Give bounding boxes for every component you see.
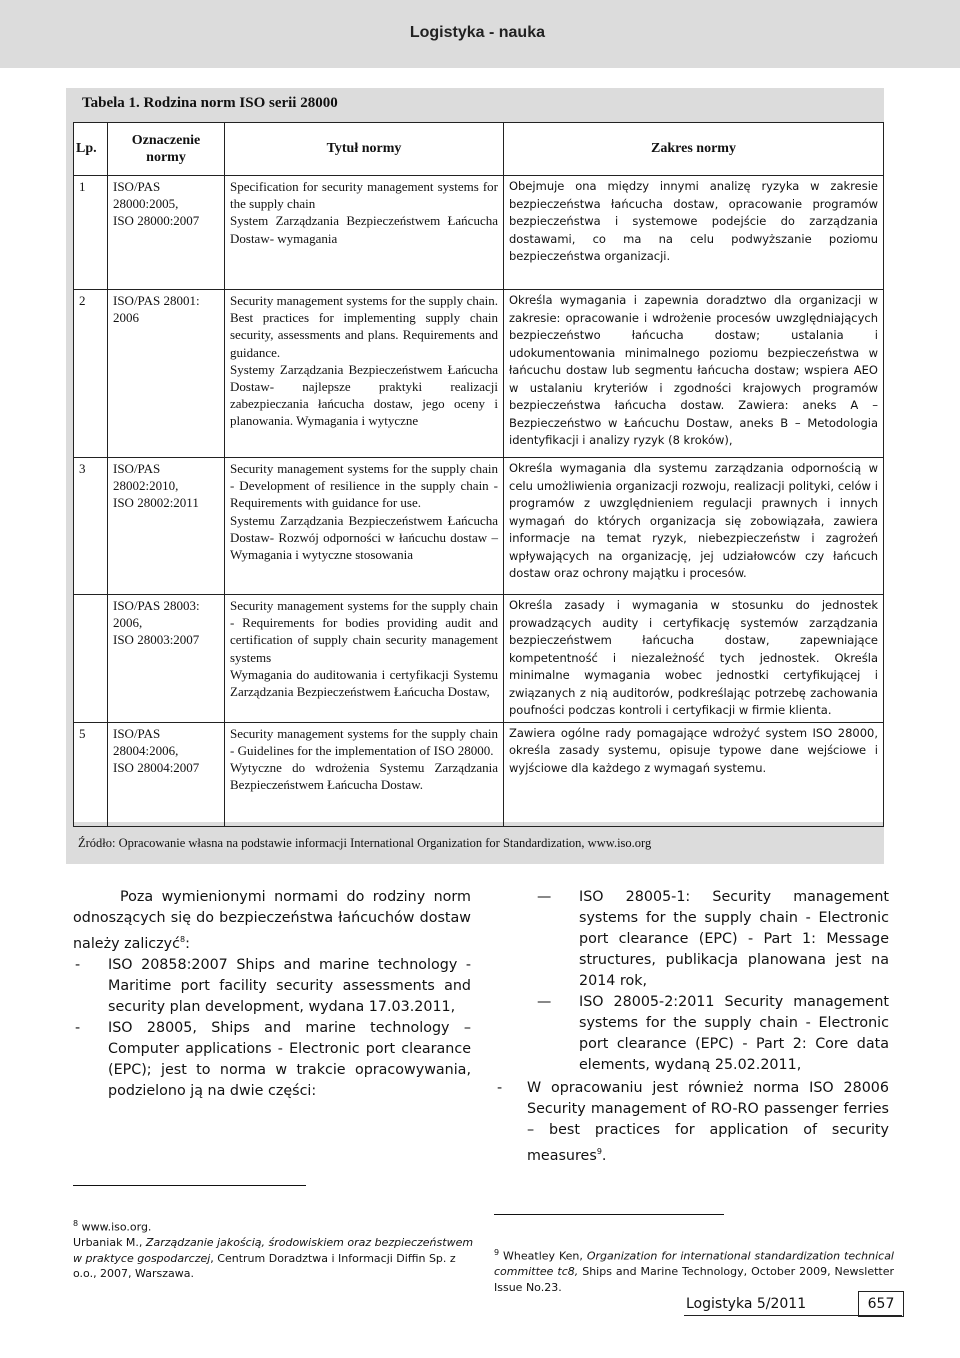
list-marker: — <box>537 994 552 1010</box>
title-pl: Systemu Zarządzania Bezpieczeństwem Łańcucha Dostaw- Rozwój odporności w łańcuchu dostaw – Wymagania i wytyczne stosowania <box>230 512 498 563</box>
intro-paragraph <box>73 887 471 955</box>
footnote-ref: 9 <box>596 1147 602 1156</box>
title-pl: System Zarządzania Bezpieczeństwem Łańcucha Dostaw- wymagania <box>230 213 498 246</box>
title-en: Security management systems for the supply chain - Guidelines for the implementation of ISO 28000. <box>230 725 498 758</box>
footnote-title: Zarządzanie jakością, środowiskiem oraz bezpieczeństwem w praktyce gospodarczej <box>73 1236 474 1265</box>
table-row <box>74 722 884 826</box>
list-item-end: . <box>601 1147 607 1164</box>
title-en: Specification for security management systems for the supply chain <box>230 179 498 212</box>
row-lp: 2 <box>74 290 108 458</box>
designation-line: ISO 28002:2011 <box>113 495 199 511</box>
designation-line: ISO/PAS 28000:2005, <box>113 179 179 212</box>
sub-list-item <box>487 887 889 992</box>
row-designation <box>108 176 225 290</box>
table-header-row <box>74 123 884 176</box>
footnote-number: 9 <box>494 1248 500 1257</box>
table-source: Źródło: Opracowanie własna na podstawie informacji International Organization for Standardization, www.iso.org <box>78 836 652 850</box>
row-lp <box>74 595 108 723</box>
header-scope: Zakres normy <box>504 123 884 176</box>
row-title <box>225 458 504 595</box>
footnote-line <box>73 1235 475 1282</box>
row-title <box>225 290 504 458</box>
list-marker: — <box>537 889 552 905</box>
norms-table <box>73 122 884 822</box>
footnote-number: 8 <box>73 1219 79 1228</box>
footnote-9 <box>494 1245 894 1295</box>
row-lp: 3 <box>74 458 108 595</box>
right-column <box>487 887 889 1167</box>
row-title <box>225 176 504 290</box>
footer-journal-issue: Logistyka 5/2011 <box>686 1296 807 1312</box>
row-scope: Określa zasady i wymagania w stosunku do jednostek prowadzących audity i certyfikację systemów zarządzania bezpieczeństwem łańcucha dostaw, zapewniające kompetentność i niezależność tych jednostek. Określa minimalne wymagania wobec jednostki certyfikującej i związanych z nią auditorów, podkreślając potrzebę zachowania poufności podczas kontroli i certyfikacji w firmie klienta. <box>504 595 884 723</box>
designation-line: ISO/PAS 28002:2010, <box>113 461 179 494</box>
row-scope: Określa wymagania dla systemu zarządzania odpornością w celu umożliwienia organizacji rozwoju, realizacji polityki, celów i programów z uwzględnieniem regulacji prawnych i innych wymagań do których organizacja się zobowiązała, zawiera informacje na temat ryzyk, niebezpieczeństw i zagrożeń wpływających na organizację, jej udziałowców czy łańcuch dostaw oraz ochrony majątku i procesów. <box>504 458 884 595</box>
list-item-text: ISO 28005, Ships and marine technology – Computer applications - Electronic port clearance (EPC); jest to norma w trakcie opracowywania, podzielono ją na dwie części: <box>108 1019 471 1099</box>
footnote-8 <box>73 1216 475 1282</box>
designation-line: ISO/PAS 28001: 2006 <box>113 293 200 326</box>
intro-end: : <box>185 935 190 952</box>
row-lp: 5 <box>74 722 108 826</box>
table-row <box>74 176 884 290</box>
footnote-title: Organization for international standardization technical committee tc8, <box>494 1249 894 1279</box>
row-lp: 1 <box>74 176 108 290</box>
list-marker: - <box>497 1080 503 1096</box>
footnote-author: Wheatley Ken, <box>503 1249 587 1263</box>
list-item <box>487 1078 889 1167</box>
table-row <box>74 595 884 723</box>
row-scope: Zawiera ogólne rady pomagające wdrożyć system ISO 28000, określa zasady systemu, opisuje typowe dane wejściowe i wyjściowe dla każdego z wymagań systemu. <box>504 722 884 826</box>
footnote-text: www.iso.org. <box>81 1220 152 1234</box>
title-pl: Systemy Zarządzania Bezpieczeństwem Łańcucha Dostaw- najlepsze praktyki realizacji zabezpieczania łańcucha dostaw, jego oceny i planowania. Wymagania i wytyczne <box>230 361 498 429</box>
footnote-ref: 8 <box>180 935 186 944</box>
row-designation <box>108 722 225 826</box>
page-number: 657 <box>858 1291 904 1317</box>
footnote-rule <box>73 1185 306 1186</box>
footer-rule <box>684 1315 902 1316</box>
intro-text: Poza wymienionymi normami do rodziny norm odnoszących się do bezpieczeństwa łańcuchów dostaw należy zaliczyć <box>73 889 471 952</box>
row-title <box>225 595 504 723</box>
title-pl: Wytyczne do wdrożenia Systemu Zarządzania Bezpieczeństwem Łańcucha Dostaw. <box>230 759 498 793</box>
header-designation: Oznaczenie normy <box>108 123 225 176</box>
title-en: Security management systems for the supply chain - Development of resilience in the supply chain - Requirements with guidance for use. <box>230 461 498 511</box>
row-title <box>225 722 504 826</box>
footnote-text: Ships and Marine Technology, October 2009, Newsletter Issue No.23. <box>494 1265 894 1294</box>
row-designation <box>108 595 225 723</box>
row-scope: Obejmuje ona między innymi analizę ryzyka w zakresie bezpieczeństwa łańcucha dostaw, opracowanie programów bezpieczeństwa i systemowe podejście do zarządzania dostawami, co ma na celu podwyższanie poziomu bezpieczeństwa organizacji. <box>504 176 884 290</box>
list-item-text: ISO 28005-1: Security management systems for the supply chain - Electronic port clearance (EPC) - Part 1: Message structures, publikacja planowana jest na 2014 rok, <box>579 889 889 989</box>
designation-line: ISO/PAS 28004:2006, <box>113 725 179 758</box>
designation-line: ISO 28004:2007 <box>113 759 200 775</box>
journal-title: Logistyka - nauka <box>409 24 545 41</box>
table-row <box>74 458 884 595</box>
header-title: Tytuł normy <box>225 123 504 176</box>
row-designation <box>108 458 225 595</box>
list-item <box>73 955 471 1018</box>
list-item <box>73 1018 471 1102</box>
title-pl: Wymagania do auditowania i certyfikacji Systemu Zarządzania Bezpieczeństwem Łańcucha Dostaw, <box>230 666 498 700</box>
title-en: Security management systems for the supply chain. Best practices for implementing supply chain security, assessments and plans. Requirements and guidance. <box>230 293 498 360</box>
sub-list-item <box>487 992 889 1076</box>
list-marker: - <box>75 1019 81 1036</box>
footnote-text: , Centrum Doradztwa i Informacji Diffin Sp. z o.o., 2007, Warszawa. <box>73 1251 456 1281</box>
footnote-rule <box>494 1214 724 1215</box>
list-marker: - <box>75 956 81 973</box>
left-column <box>73 887 471 1102</box>
table-caption: Tabela 1. Rodzina norm ISO serii 28000 <box>82 95 338 111</box>
row-designation <box>108 290 225 458</box>
table-row <box>74 290 884 458</box>
row-scope: Określa wymagania i zapewnia doradztwo dla organizacji w zakresie: opracowanie i wdrożenie procesów uwzględniających bezpieczeństwo łańcucha dostaw; ustalania i udokumentowania minimalnego poziomu bezpieczeństwa w łańcuchu dostaw lub segmentu łańcucha dostaw; wspiera AEO w ustalaniu kryteriów i zgodności krajowych programów bezpieczeństwa łańcucha dostaw. Zawiera: aneks A – Bezpieczeństwo w Łańcuchu Dostaw, aneks B – Metodologia identyfikacji i analizy ryzyk (8 kroków), <box>504 290 884 458</box>
designation-line: ISO 28000:2007 <box>113 213 200 229</box>
footnote-line <box>73 1216 475 1235</box>
list-item-text: ISO 28005-2:2011 Security management systems for the supply chain - Electronic port clearance (EPC) - Part 2: Core data elements, wydaną 25.02.2011, <box>579 994 889 1073</box>
designation-line: ISO/PAS 28003: 2006, <box>113 598 200 631</box>
list-item-text: W opracowaniu jest również norma ISO 28006 Security management of RO-RO passenger ferries – best practices for application of security measures <box>527 1080 889 1164</box>
title-en: Security management systems for the supply chain - Requirements for bodies providing audit and certification of supply chain security management systems <box>230 598 498 665</box>
header-lp: Lp. <box>74 123 108 176</box>
designation-line: ISO 28003:2007 <box>113 632 200 648</box>
footnote-author: Urbaniak M., <box>73 1236 146 1250</box>
list-item-text: ISO 20858:2007 Ships and marine technology - Maritime port facility security assessments and security plan development, wydana 17.03.2011, <box>108 956 471 1015</box>
